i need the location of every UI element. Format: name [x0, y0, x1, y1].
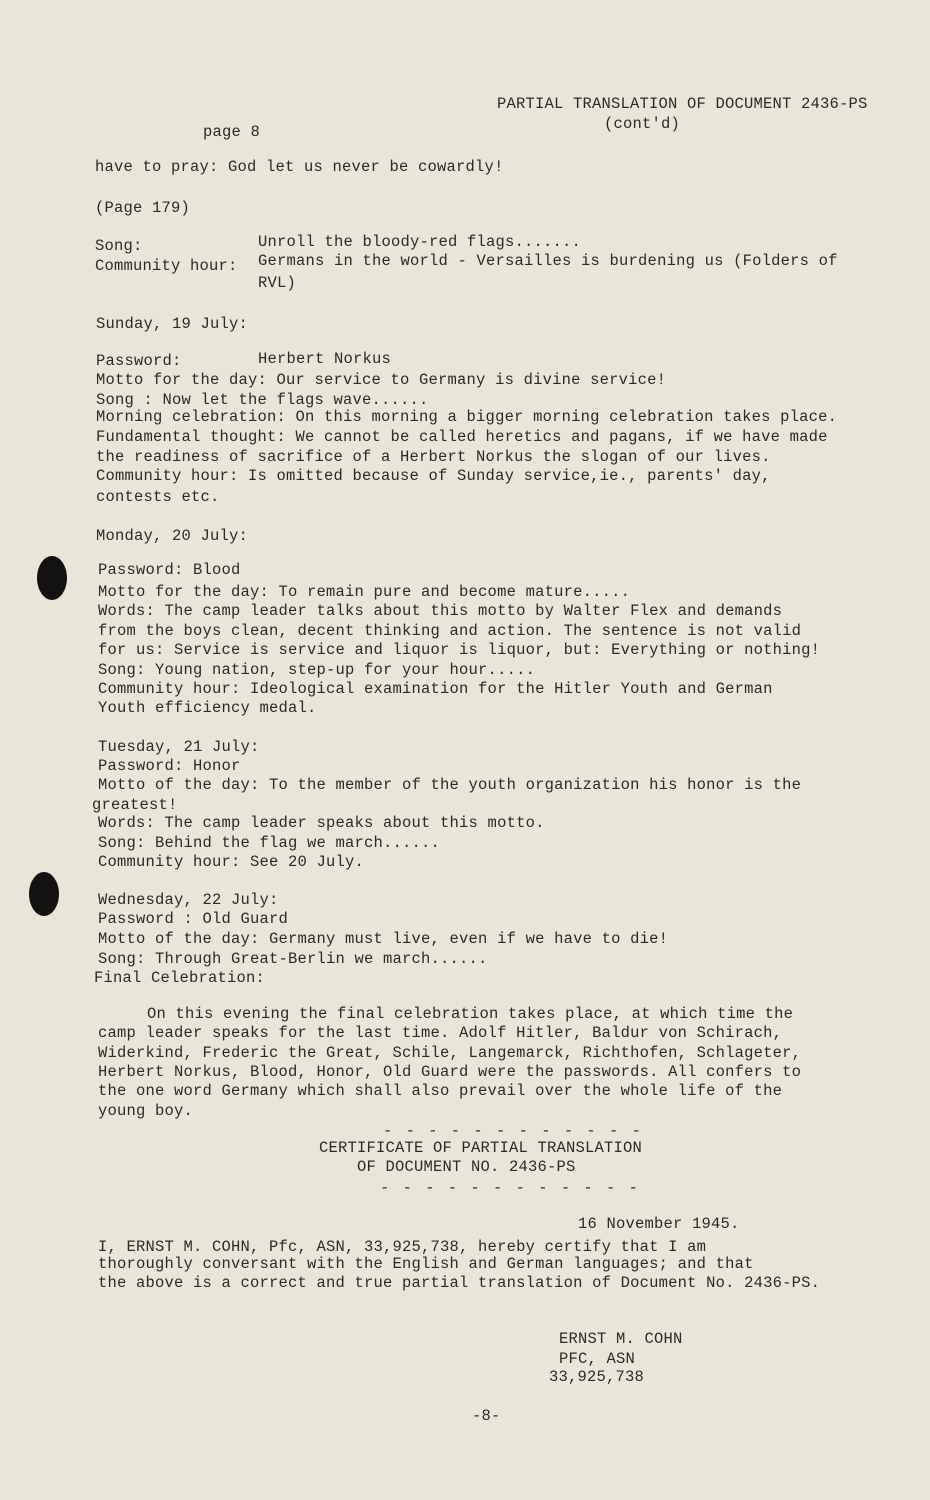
tuesday-motto-cont: greatest! — [92, 796, 178, 814]
monday-community-hour: Community hour: Ideological examination for the Hitler Youth and German — [98, 680, 773, 698]
sunday-heading: Sunday, 19 July: — [96, 315, 249, 333]
header-title: PARTIAL TRANSLATION OF DOCUMENT 2436-PS — [497, 95, 868, 113]
header-contd: (cont'd) — [604, 115, 681, 133]
final-paragraph-line: the one word Germany which shall also prevail over the whole life of the — [98, 1082, 783, 1100]
song-label: Song: — [95, 237, 143, 255]
page-number: -8- — [472, 1407, 501, 1425]
sunday-password-label: Password: — [96, 352, 182, 370]
monday-password: Password: Blood — [98, 561, 241, 579]
sunday-password-text: Herbert Norkus — [258, 350, 392, 368]
final-paragraph-line: camp leader speaks for the last time. Adolf Hitler, Baldur von Schirach, — [98, 1024, 783, 1042]
signature-rank: PFC, ASN — [559, 1350, 636, 1368]
punch-hole-top — [37, 556, 67, 600]
separator-bottom: - - - - - - - - - - - - — [380, 1179, 640, 1197]
punch-hole-bottom — [29, 872, 59, 916]
monday-community-hour-cont: Youth efficiency medal. — [98, 699, 317, 717]
sunday-fundamental-thought-cont: the readiness of sacrifice of a Herbert Norkus the slogan of our lives. — [96, 448, 771, 466]
tuesday-community-hour: Community hour: See 20 July. — [98, 853, 365, 871]
certificate-line: I, ERNST M. COHN, Pfc, ASN, 33,925,738, hereby certify that I am — [98, 1238, 707, 1256]
tuesday-words: Words: The camp leader speaks about this motto. — [98, 814, 545, 832]
wednesday-motto: Motto of the day: Germany must live, even if we have to die! — [98, 930, 669, 948]
final-paragraph-line: Widerkind, Frederic the Great, Schile, Langemarck, Richthofen, Schlageter, — [98, 1044, 802, 1062]
community-hour-text-cont: RVL) — [258, 274, 297, 292]
certificate-subtitle: OF DOCUMENT NO. 2436-PS — [357, 1158, 576, 1176]
signature-name: ERNST M. COHN — [559, 1330, 683, 1348]
monday-heading: Monday, 20 July: — [96, 527, 249, 545]
monday-motto: Motto for the day: To remain pure and become mature..... — [98, 583, 631, 601]
song-text: Unroll the bloody-red flags....... — [258, 233, 582, 251]
monday-words-1: Words: The camp leader talks about this motto by Walter Flex and demands — [98, 602, 783, 620]
separator-top: - - - - - - - - - - - - — [383, 1122, 643, 1140]
tuesday-song: Song: Behind the flag we march...... — [98, 834, 441, 852]
final-paragraph-line: young boy. — [98, 1102, 194, 1120]
sunday-community-hour: Community hour: Is omitted because of Sunday service,ie., parents' day, — [96, 467, 771, 485]
certificate-line: the above is a correct and true partial translation of Document No. 2436-PS. — [98, 1274, 821, 1292]
final-paragraph-line: Herbert Norkus, Blood, Honor, Old Guard were the passwords. All confers to — [98, 1063, 802, 1081]
community-hour-label: Community hour: — [95, 257, 238, 275]
community-hour-text: Germans in the world - Versailles is burdening us (Folders of — [258, 252, 838, 270]
wednesday-final-celebration: Final Celebration: — [94, 969, 266, 987]
prayer-line: have to pray: God let us never be cowardly! — [95, 158, 504, 176]
certificate-title: CERTIFICATE OF PARTIAL TRANSLATION — [319, 1139, 643, 1157]
tuesday-motto: Motto of the day: To the member of the youth organization his honor is the — [98, 776, 802, 794]
wednesday-heading: Wednesday, 22 July: — [98, 891, 279, 909]
header-page-label: page 8 — [203, 123, 261, 141]
wednesday-song: Song: Through Great-Berlin we march...... — [98, 950, 488, 968]
final-paragraph-line: On this evening the final celebration takes place, at which time the — [147, 1005, 794, 1023]
tuesday-password: Password: Honor — [98, 757, 241, 775]
wednesday-password: Password : Old Guard — [98, 910, 289, 928]
certificate-date: 16 November 1945. — [578, 1215, 740, 1233]
monday-words-3: for us: Service is service and liquor is liquor, but: Everything or nothing! — [98, 641, 821, 659]
monday-song: Song: Young nation, step-up for your hour..... — [98, 661, 536, 679]
certificate-line: thoroughly conversant with the English and German languages; and that — [98, 1255, 754, 1273]
sunday-fundamental-thought: Fundamental thought: We cannot be called heretics and pagans, if we have made — [96, 428, 828, 446]
monday-words-2: from the boys clean, decent thinking and action. The sentence is not valid — [98, 622, 802, 640]
sunday-motto: Motto for the day: Our service to Germany is divine service! — [96, 371, 667, 389]
sunday-song: Song : Now let the flags wave...... — [96, 391, 429, 409]
page-reference: (Page 179) — [95, 199, 191, 217]
sunday-community-hour-cont: contests etc. — [96, 488, 220, 506]
sunday-morning-celebration: Morning celebration: On this morning a bigger morning celebration takes place. — [96, 408, 838, 426]
tuesday-heading: Tuesday, 21 July: — [98, 738, 260, 756]
signature-serial: 33,925,738 — [549, 1368, 645, 1386]
